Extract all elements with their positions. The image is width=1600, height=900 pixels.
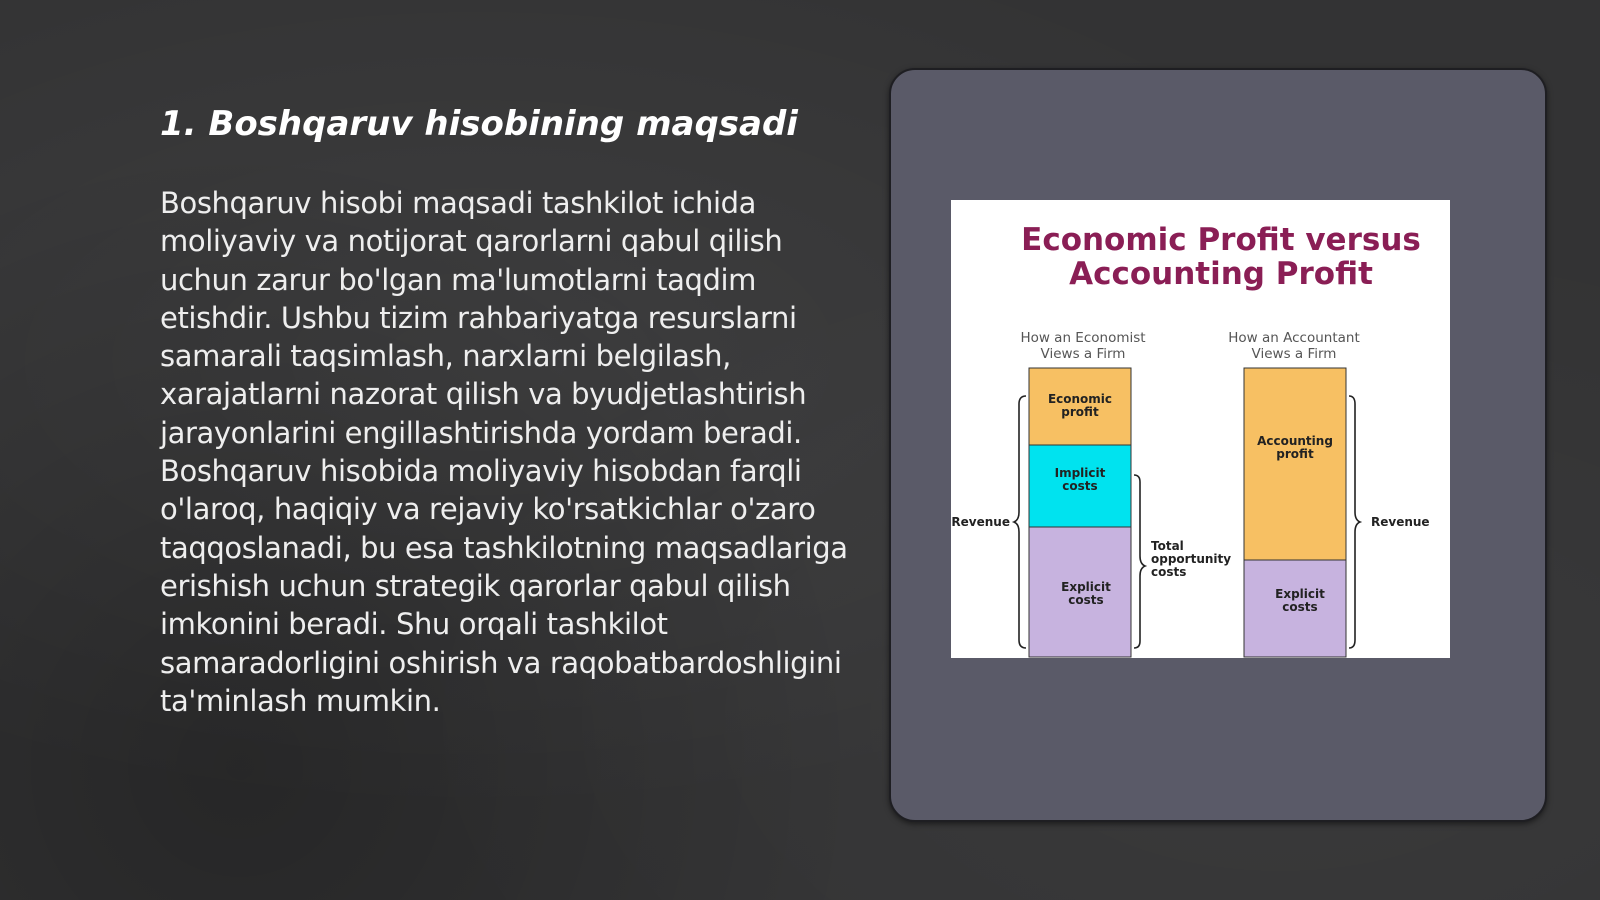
economist-caption-line1: How an Economist [1020,330,1146,346]
economic-profit-label-line1: Economic [1047,392,1113,406]
economist-revenue-brace [1014,396,1026,648]
economist-explicit-label-line1: Explicit [1061,580,1111,594]
accountant-caption-line1: How an Accountant [1228,330,1360,346]
economist-caption-line2: Views a Firm [1040,346,1126,362]
accountant-explicit-label-line1: Explicit [1275,587,1325,601]
diagram-title-line2: Accounting Profit [1069,256,1373,292]
accountant-revenue-brace [1349,396,1360,648]
economist-explicit-label-line2: costs [1068,593,1104,607]
opportunity-costs-brace [1134,475,1145,648]
slide-heading: 1. Boshqaruv hisobining maqsadi [160,104,798,144]
profit-diagram-svg [951,200,1450,658]
opportunity-costs-label-line3: costs [1151,565,1187,579]
opportunity-costs-label-line2: opportunity [1151,552,1232,566]
implicit-costs-label-line1: Implicit [1054,466,1106,480]
opportunity-costs-label-line1: Total [1151,539,1184,553]
accounting-profit-label-line1: Accounting [1257,434,1333,448]
accountant-revenue-label: Revenue [1371,515,1430,529]
profit-diagram [951,200,1450,658]
diagram-title-line1: Economic Profit versus [1021,222,1421,258]
implicit-costs-label-line2: costs [1062,479,1098,493]
economic-profit-label-line2: profit [1061,405,1099,419]
slide-body-text: Boshqaruv hisobi maqsadi tashkilot ichida moliyaviy va notijorat qarorlarni qabul qilish uchun zarur bo'lgan ma'lumotlarni taqdim etishdir. Ushbu tizim rahbariyatga resurslarni samarali taqsimlash, narxlarni belgilash, xarajatlarni nazorat qilish va byudjetlashtirish jarayonlarini engillashtirishda yordam beradi. Boshqaruv hisobida moliyaviy hisobdan farqli o'laroq, haqiqiy va rejaviy ko'rsatkichlar o'zaro taqqoslanadi, bu esa tashkilotning maqsadlariga erishish uchun strategik qarorlar qabul qilish imkonini beradi. Shu orqali tashkilot samaradorligini oshirish va raqobatbardoshligini ta'minlash mumkin. [160,186,848,718]
economist-revenue-label: Revenue [951,515,1010,529]
accountant-explicit-label-line2: costs [1282,600,1318,614]
accounting-profit-segment [1244,368,1346,560]
accounting-profit-label-line2: profit [1276,447,1314,461]
accountant-caption-line2: Views a Firm [1251,346,1337,362]
